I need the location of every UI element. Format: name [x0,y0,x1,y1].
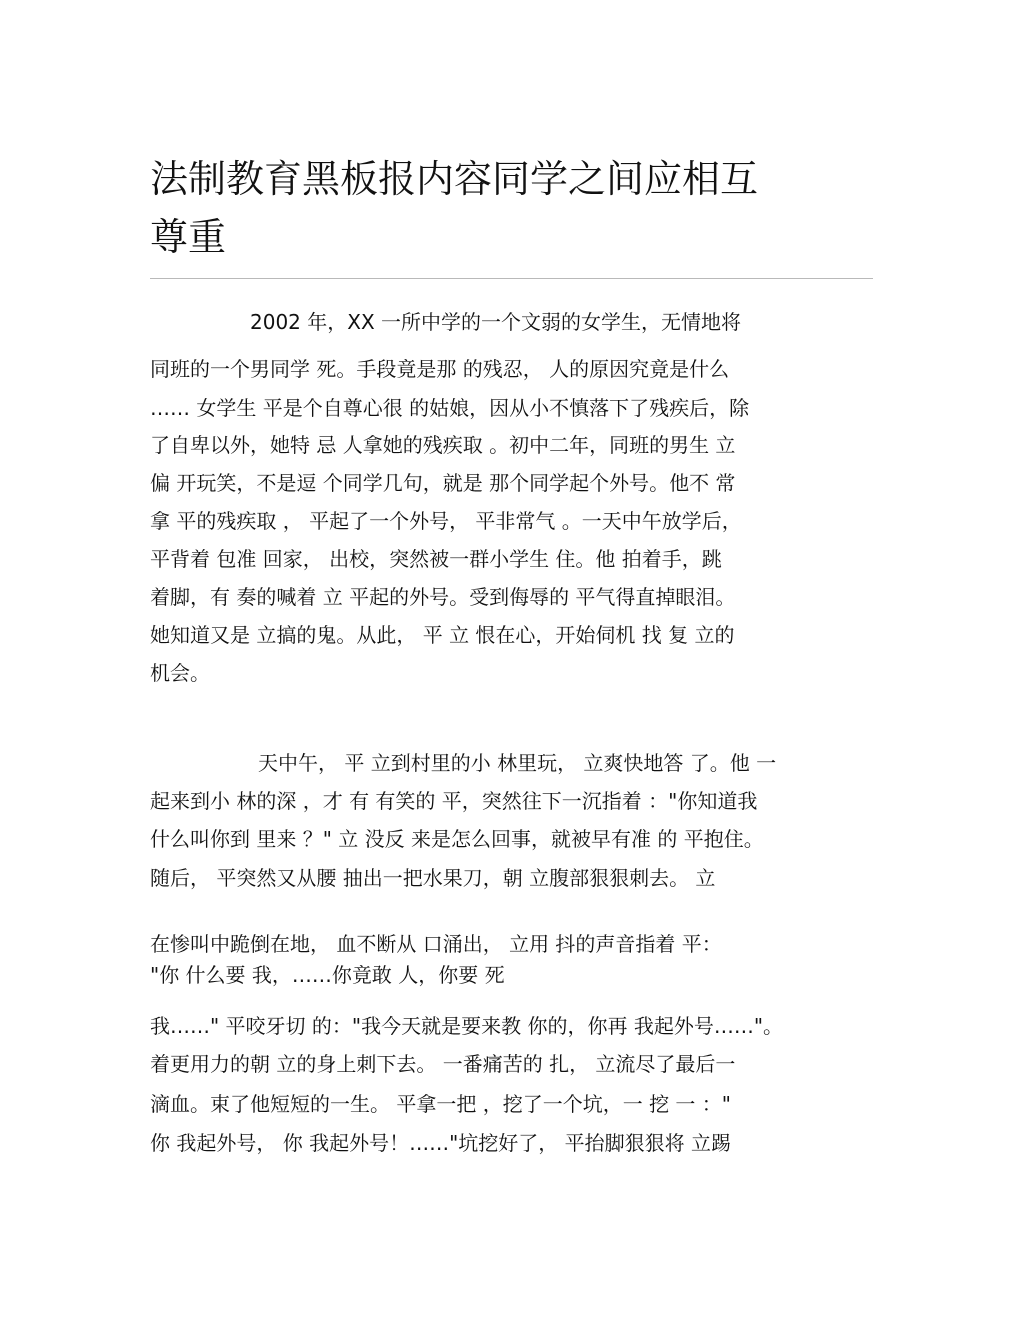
body-line: 拿 平的残疾取 ， 平起了一个外号， 平非常气 。一天中午放学后， [150,509,742,533]
body-line: 偏 开玩笑，不是逗 个同学几句，就是 那个同学起个外号。他不 常 [150,471,736,495]
title-line-2: 尊重 [150,215,227,259]
body-line: 了自卑以外，她特 忌 人拿她的残疾取 。初中二年，同班的男生 立 [150,433,736,457]
body-line: 着脚，有 奏的喊着 立 平起的外号。受到侮辱的 平气得直掉眼泪。 [150,585,736,609]
body-line: 滴血。束了他短短的一生。 平拿一把 ，挖了一个坑，一 挖 一 ：" [150,1092,731,1116]
body-line: 起来到小 林的深 ，才 有 有笑的 平，突然往下一沉指着 ："你知道我 [150,789,758,813]
body-line: 你 我起外号， 你 我起外号！……"坑挖好了， 平抬脚狠狠将 立踢 [150,1131,731,1155]
title-divider [150,278,873,279]
body-line: 机会。 [150,661,210,685]
body-line: 2002 年，XX 一所中学的一个文弱的女学生，无情地将 [250,310,742,334]
body-line: 在惨叫中跪倒在地， 血不断从 口涌出， 立用 抖的声音指着 平： [150,932,722,956]
body-line: 她知道又是 立搞的鬼。从此， 平 立 恨在心，开始伺机 找 复 立的 [150,623,735,647]
body-line: 什么叫你到 里来 ？" 立 没反 来是怎么回事，就被早有准 的 平抱住。 [150,827,764,851]
body-line: 着更用力的朝 立的身上刺下去。 一番痛苦的 扎， 立流尽了最后一 [150,1052,736,1076]
body-line: 随后， 平突然又从腰 抽出一把水果刀，朝 立腹部狠狠刺去。 立 [150,866,716,890]
body-line: 天中午， 平 立到村里的小 林里玩， 立爽快地答 了。他 一 [258,751,777,775]
body-line: 我……" 平咬牙切 的："我今天就是要来教 你的，你再 我起外号……"。 [150,1014,784,1038]
document-title [150,150,850,266]
body-line: 平背着 包准 回家， 出校，突然被一群小学生 住。他 拍着手，跳 [150,547,722,571]
body-line: …… 女学生 平是个自尊心很 的姑娘，因从小不慎落下了残疾后，除 [150,396,750,420]
title-line-1: 法制教育黑板报内容同学之间应相互 [150,157,759,201]
body-line: 同班的一个男同学 死。手段竟是那 的残忍， 人的原因究竟是什么 [150,357,730,381]
body-line: "你 什么要 我，……你竟敢 人，你要 死 [150,963,505,987]
